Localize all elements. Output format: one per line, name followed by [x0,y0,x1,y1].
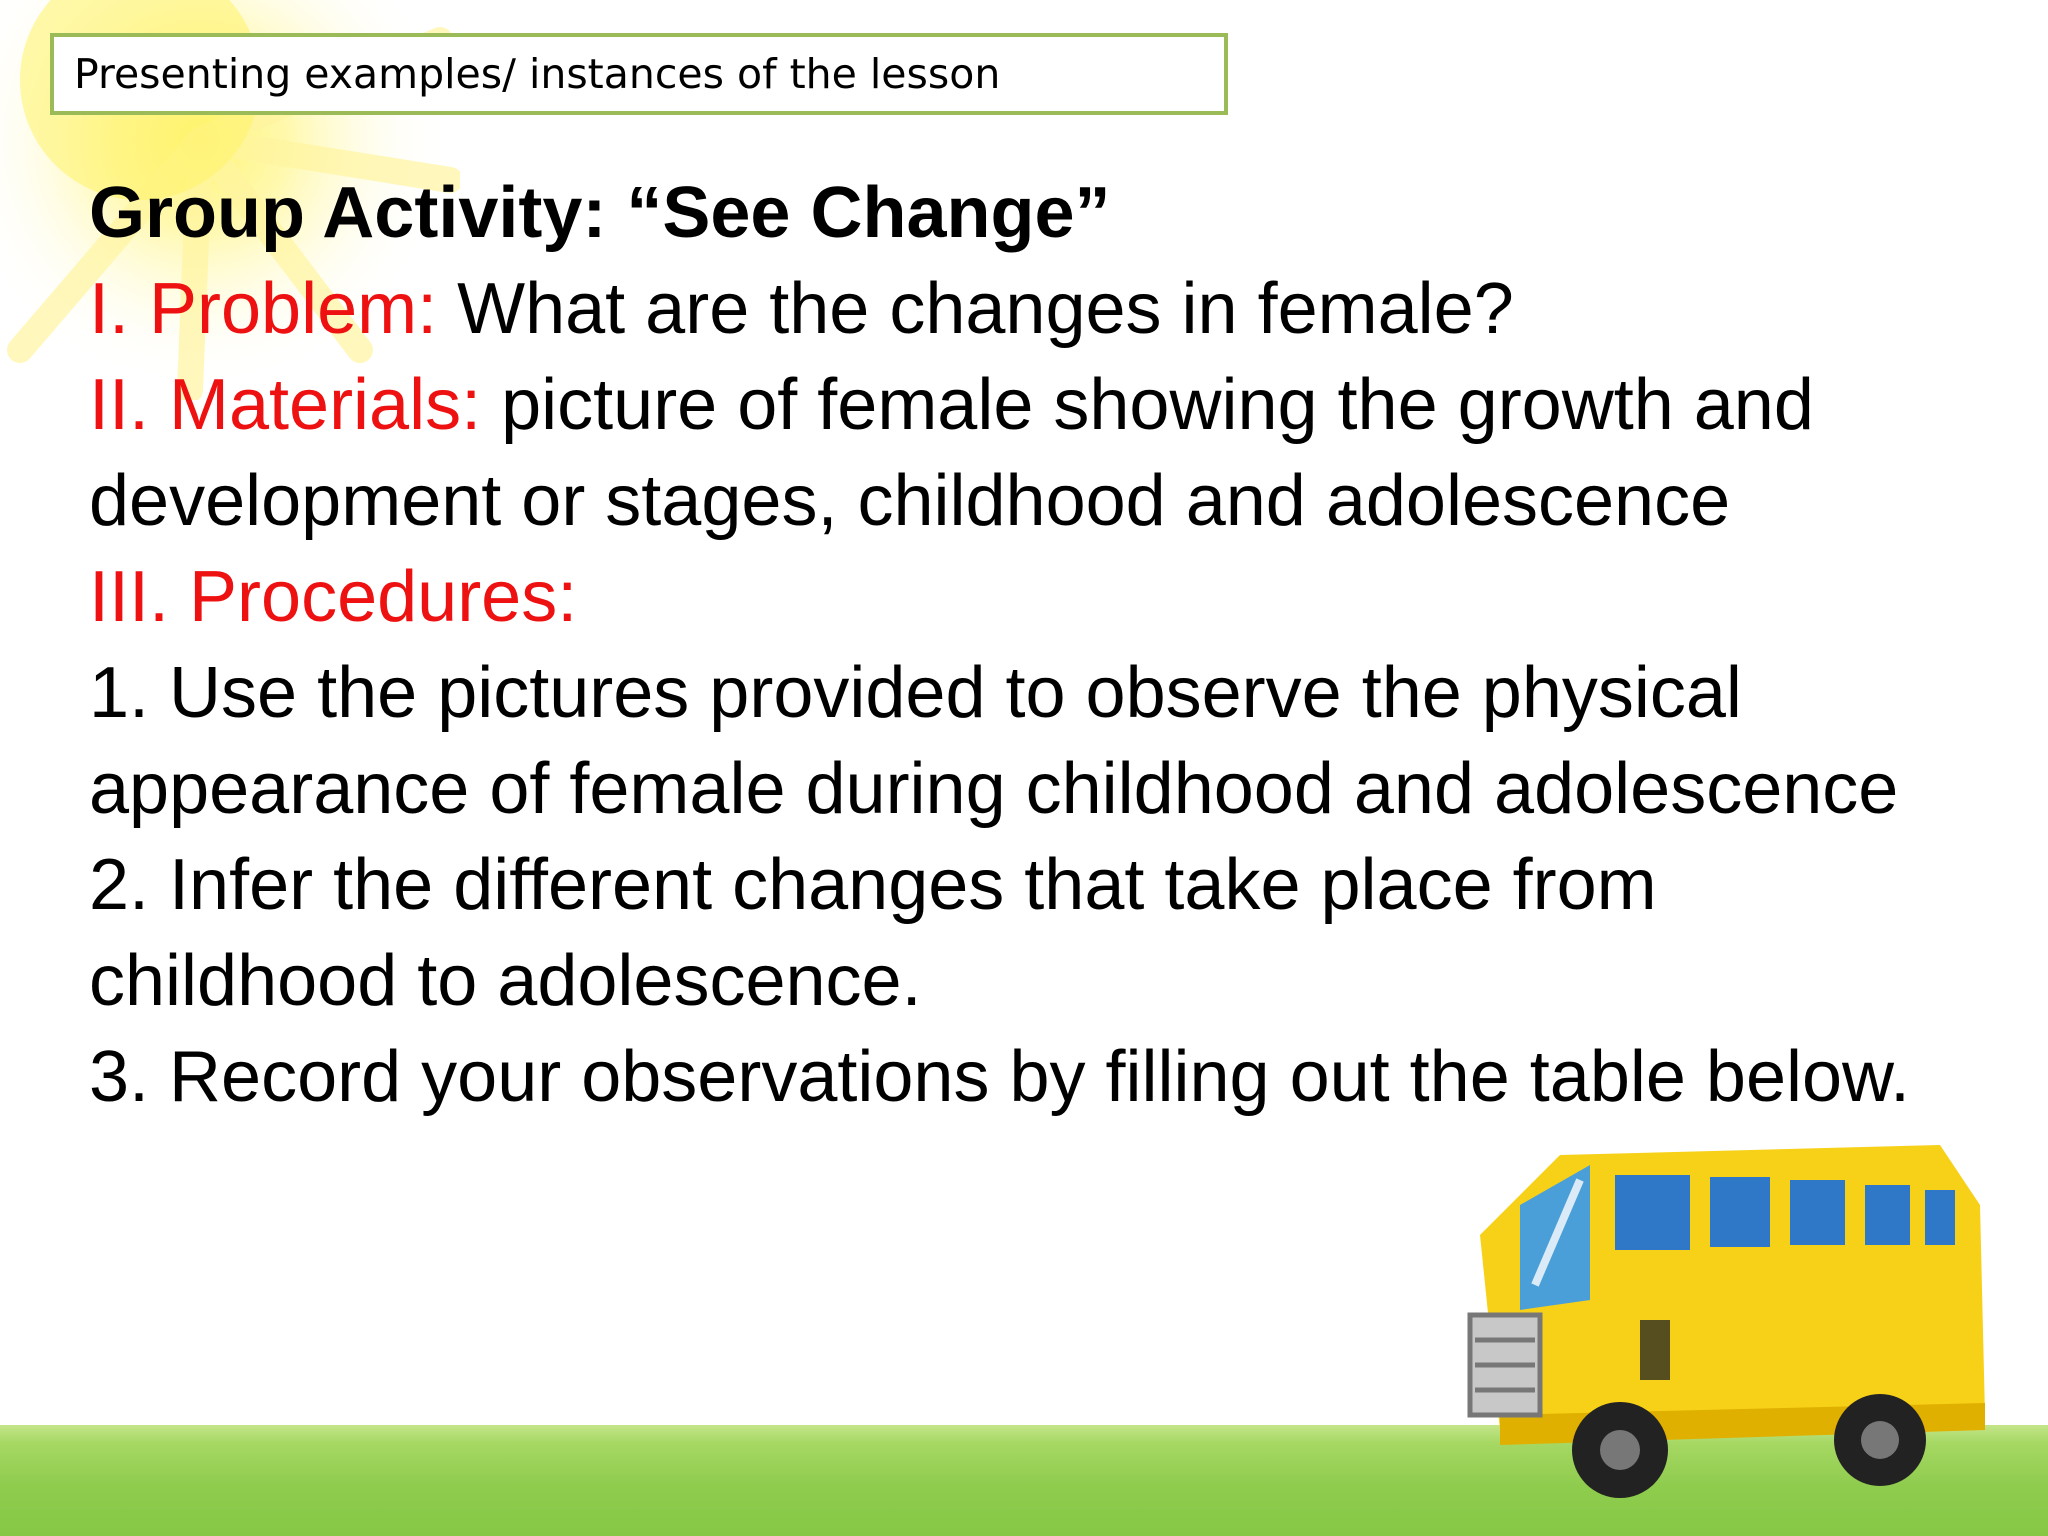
procedure-step: 3. Record your observations by filling out the table below. [89,1037,1911,1117]
materials-line [89,357,1979,549]
materials-label: II. Materials: [89,365,482,445]
materials-text: picture of female showing the growth and development or stages, childhood and adolescence [89,365,1814,541]
procedure-step: 2. Infer the different changes that take place from childhood to adolescence. [89,845,1657,1021]
procedures-label: III. Procedures: [89,557,578,637]
school-bus-illustration [1440,1085,2000,1505]
activity-content [89,165,1979,1125]
section-header: Presenting examples/ instances of the lesson [50,33,1228,115]
problem-label: I. Problem: [89,269,438,349]
procedure-step: 1. Use the pictures provided to observe the physical appearance of female during childhood and adolescence [89,653,1899,829]
problem-line [89,261,1979,357]
problem-text: What are the changes in female? [437,269,1514,349]
activity-title: Group Activity: “See Change” [89,173,1111,253]
